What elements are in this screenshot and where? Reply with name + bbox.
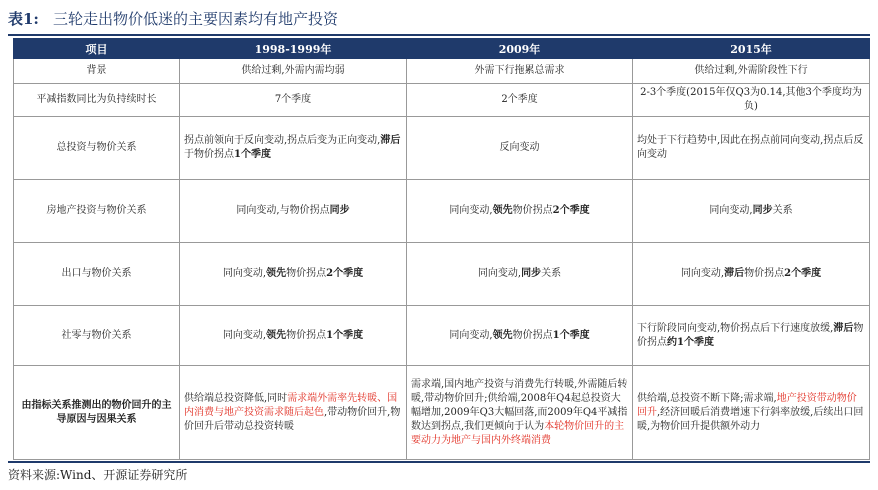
cell-text-segment: 1个季度 [552,329,590,341]
cell-text-segment: 物价拐点 [286,329,327,341]
cell-text-segment: 供给过剩,外需内需均弱 [241,65,345,76]
cell-2009 [407,180,633,243]
cell-text-segment: 同向变动, [477,268,522,279]
table-row [14,84,870,117]
cell-text-segment: 2-3个季度(2015年仅Q3为0.14,其他3个季度均为负) [640,87,862,112]
cell-2015 [633,366,870,460]
cell-text-segment: 同向变动, [709,205,753,216]
row-label: 平减指数同比为负持续时长 [14,84,180,117]
cell-text-segment: 物价拐点 [512,329,553,341]
cell-text-segment: 供给端,总投资不断下降;需求端, [637,392,777,404]
cell-2015 [633,180,870,243]
cell-text-segment: 同步 [521,268,542,279]
row-label: 由指标关系推测出的物价回升的主导原因与因果关系 [14,366,180,460]
row-label: 房地产投资与物价关系 [14,180,180,243]
cell-text-segment: 同向变动,与物价拐点 [236,205,330,216]
cell-text-segment: 关系 [772,205,793,216]
row-label: 出口与物价关系 [14,243,180,306]
cell-text-segment: 于物价拐点 [184,149,234,160]
cell-text-segment: 关系 [541,268,562,279]
table-row [14,243,870,306]
table-row [14,306,870,366]
cell-1998 [180,306,407,366]
cell-text-segment: 同向变动, [222,268,267,279]
table-row [14,180,870,243]
header-item: 项目 [14,39,180,59]
cell-text-segment: 需求端外需率先转暖、国内消费与地产投资需求随后起色 [184,392,398,418]
cell-text-segment: 2个季度 [326,268,364,279]
cell-1998 [180,117,407,180]
cell-text-segment: 物价拐点 [744,268,785,279]
cell-2015 [633,117,870,180]
cell-text-segment: 物价拐点 [637,322,864,348]
bottom-rule [8,461,870,463]
cell-text-segment: 供给端总投资降低,同时 [184,392,288,404]
cell-text-segment: 同向变动, [449,329,493,341]
cell-text-segment: 2个季度 [552,205,590,216]
cell-text-segment: ,带动物价回升,物价回升后带动总投资转暖 [184,406,401,432]
cell-text-segment: 滞后 [380,135,401,146]
cell-text-segment: 1个季度 [326,329,364,341]
table-title [8,6,338,32]
cell-1998 [180,59,407,84]
cell-text-segment: 同向变动, [449,205,493,216]
cell-text-segment: 2个季度 [784,268,822,279]
cell-2009 [407,59,633,84]
table-title-text: 三轮走出物价低迷的主要因素均有地产投资 [52,10,338,28]
table-row [14,117,870,180]
top-rule [8,34,870,36]
cell-text-segment: 约1个季度 [667,336,714,348]
source-note: 资料来源:Wind、开源证券研究所 [8,468,188,482]
cell-text-segment: 领先 [266,329,287,341]
header-row [14,39,870,59]
row-label: 总投资与物价关系 [14,117,180,180]
cell-text-segment: 1个季度 [234,149,271,160]
cell-text-segment: 滞后 [724,268,745,279]
cell-text-segment: 2个季度 [501,94,538,105]
cell-text-segment: 均处于下行趋势中,因此在拐点前同向变动,拐点后反向变动 [637,135,864,160]
table-row [14,59,870,84]
cell-1998 [180,366,407,460]
cell-2009 [407,117,633,180]
cell-1998 [180,84,407,117]
cell-text-segment: 拐点前领向于反向变动,拐点后变为正向变动, [184,135,381,146]
cell-text-segment: 同向变动, [222,329,267,341]
cell-2009 [407,243,633,306]
cell-text-segment: 地产投资带动物价回升 [637,392,857,418]
cell-2015 [633,306,870,366]
cell-2009 [407,306,633,366]
cell-text-segment: 下行阶段同向变动,物价拐点后下行速度放缓, [637,322,834,334]
cell-text-segment: 领先 [492,329,513,341]
cell-text-segment: 同步 [752,205,773,216]
cell-1998 [180,180,407,243]
cell-text-segment: 领先 [266,268,287,279]
cell-2015 [633,59,870,84]
cell-text-segment: ,经济回暖后消费增速下行斜率放缓,后续出口回暖,为物价回升提供额外动力 [637,406,864,432]
row-label: 社零与物价关系 [14,306,180,366]
cell-text-segment: 需求端,国内地产投资与消费先行转暖,外需随后转暖,带动物价回升;供给端,2008年Q4起总投资大幅增加,2009年Q3大幅回落,而2009年Q4平减指数达到拐点,我们更倾向于认为 [411,378,628,432]
cell-1998 [180,243,407,306]
cell-text-segment: 本轮物价回升的主要动力为地产与国内外终端消费 [411,420,625,446]
header-2009: 2009年 [407,39,633,59]
table-title-label: 表1: [8,10,39,28]
cell-text-segment: 领先 [492,205,513,216]
cell-text-segment: 外需下行拖累总需求 [474,65,565,76]
comparison-table [13,38,870,460]
cell-2015 [633,243,870,306]
header-1998: 1998-1999年 [180,39,407,59]
cell-text-segment: 反向变动 [499,142,540,153]
cell-text-segment: 滞后 [833,322,854,334]
cell-text-segment: 供给过剩,外需阶段性下行 [694,65,808,76]
cell-text-segment: 物价拐点 [286,268,327,279]
cell-text-segment: 同向变动, [680,268,725,279]
table-row [14,366,870,460]
row-label: 背景 [14,59,180,84]
cell-text-segment: 物价拐点 [512,205,553,216]
cell-2015 [633,84,870,117]
cell-2009 [407,84,633,117]
header-2015: 2015年 [633,39,870,59]
cell-text-segment: 7个季度 [274,94,312,105]
cell-2009 [407,366,633,460]
cell-text-segment: 同步 [329,205,350,216]
